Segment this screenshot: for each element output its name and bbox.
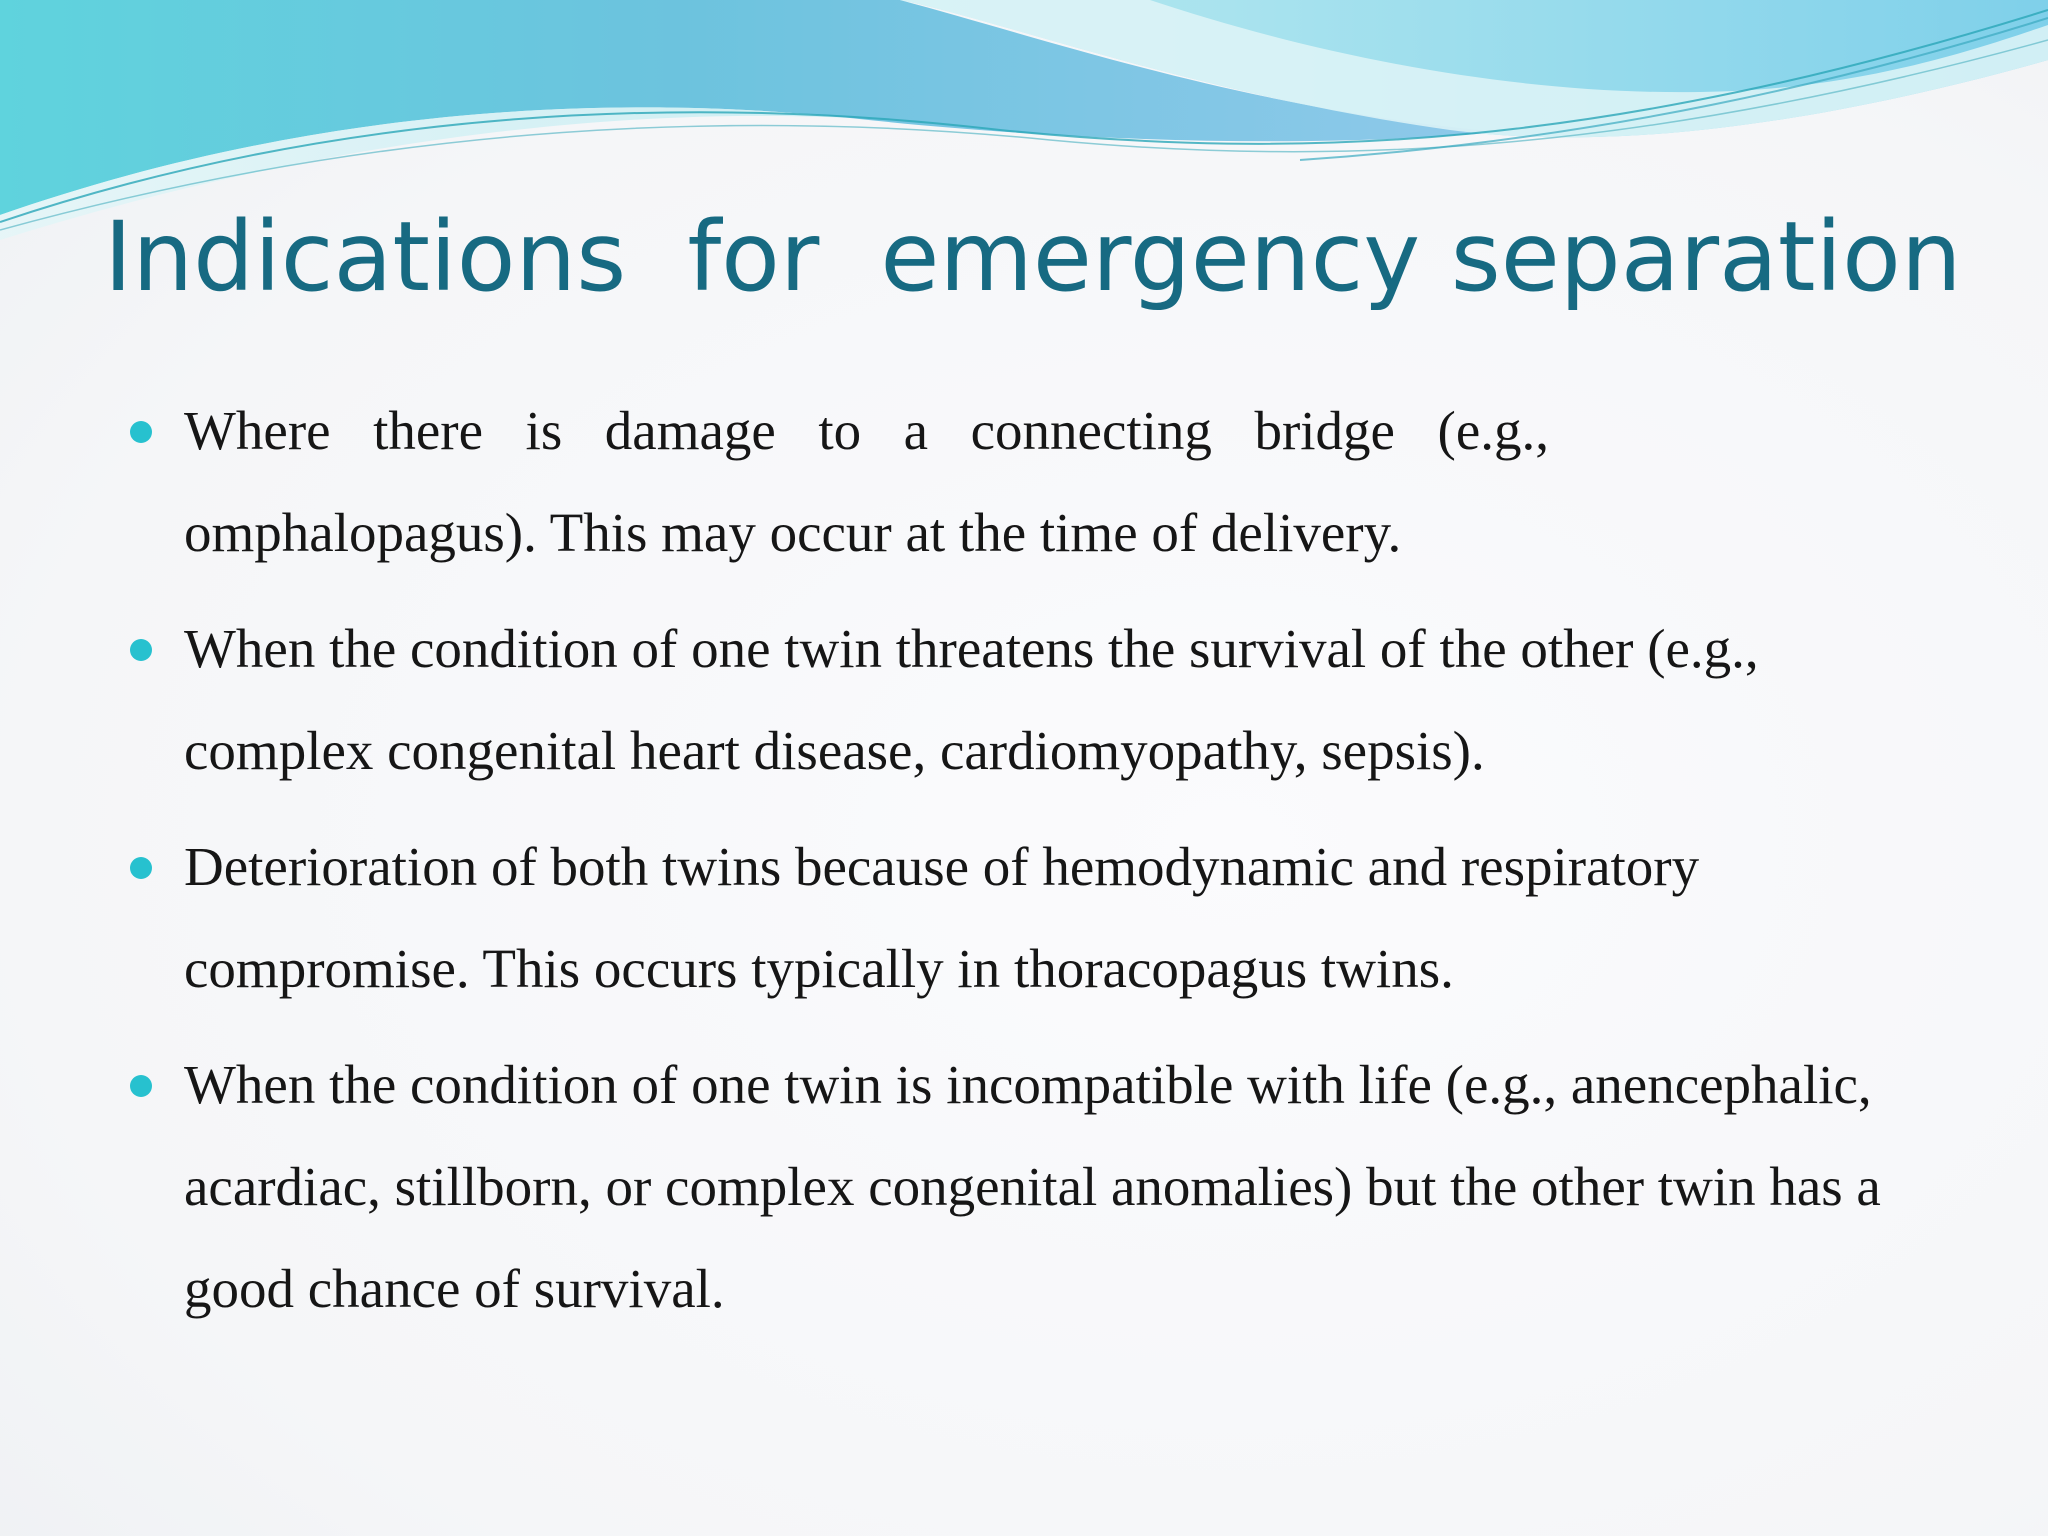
bullet-text: When the condition of one twin is incompatible with life (e.g., anencephalic, acardiac, stillborn, or complex congenital anomalies) but the other twin has a good chance of survival.	[184, 1054, 1881, 1319]
list-item	[130, 380, 1930, 584]
list-item	[130, 1034, 1930, 1340]
bullet-list	[130, 380, 1930, 1354]
bullet-dot-icon	[130, 857, 152, 879]
list-item	[130, 598, 1930, 802]
bullet-dot-icon	[130, 639, 152, 661]
bullet-text: When the condition of one twin threatens the survival of the other (e.g., complex congenital heart disease, cardiomyopathy, sepsis).	[184, 618, 1759, 781]
bullet-text: Where there is damage to a connecting bridge (e.g., omphalopagus). This may occur at the time of delivery.	[184, 400, 1549, 563]
list-item	[130, 816, 1930, 1020]
bullet-dot-icon	[130, 421, 152, 443]
slide-title: Indications for emergency separation	[104, 201, 1962, 313]
bullet-dot-icon	[130, 1075, 152, 1097]
bullet-text: Deterioration of both twins because of hemodynamic and respiratory compromise. This occurs typically in thoracopagus twins.	[184, 836, 1700, 999]
